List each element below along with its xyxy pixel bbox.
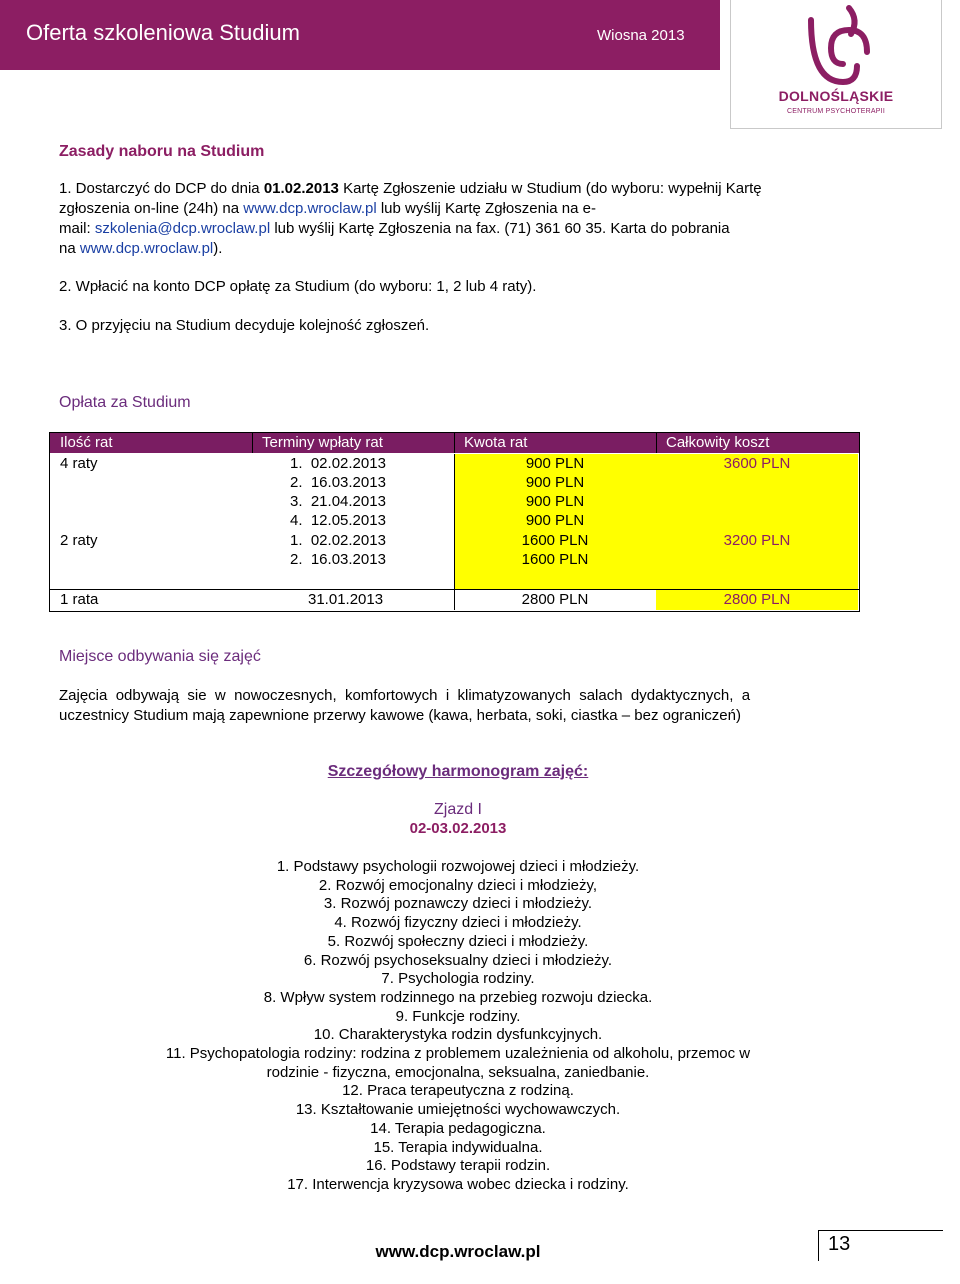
col-header-amount: Kwota rat — [464, 434, 528, 451]
row-label-2raty: 2 raty — [60, 532, 98, 549]
list-item: 15. Terapia indywidualna. — [373, 1138, 543, 1156]
list-item: 12. Praca terapeutyczna z rodziną. — [342, 1082, 574, 1100]
logo — [730, 0, 942, 129]
list-item: 8. Wpływ system rodzinnego na przebieg rozwoju dziecka. — [263, 988, 653, 1006]
list-item: 1. Podstawy psychologii rozwojowej dzieci i młodzieży. — [276, 858, 640, 875]
website-link-2[interactable]: www.dcp.wroclaw.pl — [79, 240, 214, 257]
amount-4raty-2: 900 PLN — [525, 474, 585, 491]
amount-4raty-1: 900 PLN — [525, 455, 585, 472]
row-label-4raty: 4 raty — [60, 455, 98, 472]
rules-item-2: 2. Wpłacić na konto DCP opłatę za Studium (do wyboru: 1, 2 lub 4 raty). — [59, 278, 537, 295]
rules-heading: Zasady naboru na Studium — [59, 143, 265, 160]
list-item: 13. Kształtowanie umiejętności wychowawczych. — [295, 1101, 621, 1119]
total-4raty: 3600 PLN — [723, 455, 791, 472]
place-text-line-1: Zajęcia odbywają sie w nowoczesnych, komfortowych i klimatyzowanych salach dydaktycznych, a — [59, 687, 751, 704]
page-number: 13 — [828, 1233, 851, 1255]
total-2raty: 3200 PLN — [723, 532, 791, 549]
page-title: Oferta szkoleniowa Studium — [26, 20, 300, 45]
logo-subtitle: CENTRUM PSYCHOTERAPII — [787, 108, 885, 115]
date-4raty-2: 2. 16.03.2013 — [290, 474, 386, 491]
list-item: 5. Rozwój społeczny dzieci i młodzieży. — [327, 932, 589, 950]
list-item: 7. Psychologia rodziny. — [381, 970, 535, 988]
rules-item-3: 3. O przyjęciu na Studium decyduje kolejność zgłoszeń. — [59, 317, 430, 334]
session-title: Zjazd I — [433, 801, 482, 818]
list-item: 9. Funkcje rodziny. — [395, 1007, 521, 1025]
amount-2raty-2: 1600 PLN — [521, 551, 589, 568]
list-item: 10. Charakterystyka rodzin dysfunkcyjnych. — [313, 1026, 603, 1044]
fee-table — [49, 432, 860, 612]
logo-wordmark: DOLNOŚLĄSKIE — [778, 88, 894, 104]
header-banner — [0, 0, 720, 70]
list-item: 14. Terapia pedagogiczna. — [370, 1119, 546, 1137]
rules-item-1: 1. Dostarczyć do DCP do dnia 01.02.2013 Kartę Zgłoszenie udziału w Studium (do wyboru: wypełnij Kartę zgłoszenia on-line (24h) na www.dcp.wroclaw.pl lub wyślij Kartę Zgłoszenia na e- mail: szkolenia@dcp.wroclaw.pl lub wyślij Kartę Zgłoszenia na fax. (71) 361 60 35. Karta do pobrania na www.dcp.wroclaw.pl). — [59, 180, 762, 257]
season-label: Wiosna 2013 — [597, 27, 685, 44]
list-item: 4. Rozwój fizyczny dzieci i młodzieży. — [334, 914, 582, 932]
schedule-list — [0, 858, 916, 1195]
list-item: 3. Rozwój poznawczy dzieci i młodzieży. — [323, 895, 593, 913]
place-heading: Miejsce odbywania się zajęć — [59, 648, 261, 665]
schedule-heading: Szczegółowy harmonogram zajęć: — [327, 763, 589, 780]
amount-2raty-1: 1600 PLN — [521, 532, 589, 549]
date-4raty-4: 4. 12.05.2013 — [290, 512, 386, 529]
amount-4raty-3: 900 PLN — [525, 493, 585, 510]
email-link[interactable]: szkolenia@dcp.wroclaw.pl — [94, 220, 271, 237]
place-text-line-2: uczestnicy Studium mają zapewnione przerwy kawowe (kawa, herbata, soki, ciastka – bez ograniczeń) — [59, 707, 741, 724]
date-2raty-2: 2. 16.03.2013 — [290, 551, 386, 568]
list-item: rodzinie - fizyczna, emocjonalna, seksualna, zaniedbanie. — [266, 1063, 650, 1081]
amount-1rata: 2800 PLN — [521, 591, 589, 608]
col-header-dates: Terminy wpłaty rat — [262, 434, 383, 451]
date-1rata: 31.01.2013 — [308, 591, 384, 608]
session-date: 02-03.02.2013 — [409, 820, 507, 837]
fee-heading: Opłata za Studium — [59, 394, 191, 411]
list-item: 16. Podstawy terapii rodzin. — [365, 1157, 551, 1175]
logo-icon — [731, 0, 941, 88]
col-header-total: Całkowity koszt — [666, 434, 770, 451]
date-4raty-3: 3. 21.04.2013 — [290, 493, 386, 510]
website-link[interactable]: www.dcp.wroclaw.pl — [243, 200, 377, 217]
list-item: 11. Psychopatologia rodziny: rodzina z problemem uzależnienia od alkoholu, przemoc w — [165, 1045, 751, 1063]
date-4raty-1: 1. 02.02.2013 — [290, 455, 386, 472]
list-item: 6. Rozwój psychoseksualny dzieci i młodzieży. — [303, 951, 613, 969]
amount-4raty-4: 900 PLN — [525, 512, 585, 529]
total-1rata: 2800 PLN — [723, 591, 791, 608]
date-2raty-1: 1. 02.02.2013 — [290, 532, 386, 549]
col-header-installments: Ilość rat — [60, 434, 113, 451]
footer-url: www.dcp.wroclaw.pl — [375, 1242, 541, 1261]
list-item: 2. Rozwój emocjonalny dzieci i młodzieży, — [318, 876, 598, 894]
list-item: 17. Interwencja kryzysowa wobec dziecka i rodziny. — [287, 1175, 629, 1193]
row-label-1rata: 1 rata — [60, 591, 99, 608]
